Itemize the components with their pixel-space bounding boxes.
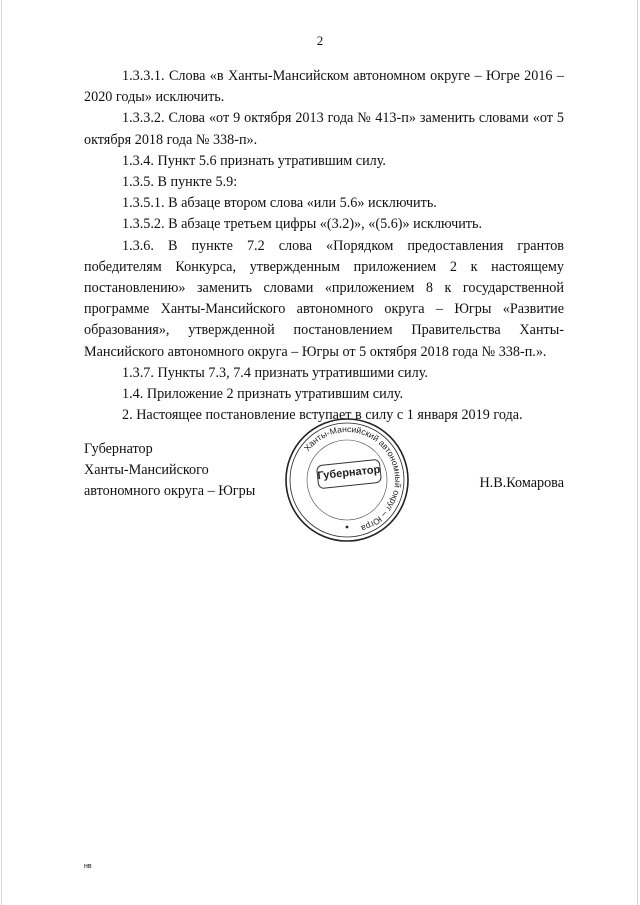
paragraph-1-3-7: 1.3.7. Пункты 7.3, 7.4 признать утратившими силу. [122,364,428,381]
paragraph-1-3-3-1: 1.3.3.1. Слова «в Ханты-Мансийском автономном округе – Югре 2016 – 2020 годы» исключить. [84,68,564,106]
scan-edge-left [1,0,2,905]
stamp-center-label: Губернатор [316,459,382,490]
signer-title-line-1: Губернатор [84,441,153,457]
signature-block [84,423,564,549]
paragraph-2: 2. Настоящее постановление вступает в силу с 1 января 2019 года. [122,407,523,424]
document-body [84,66,564,426]
footer-code: нв [84,863,92,870]
paragraph-1-3-4: 1.3.4. Пункт 5.6 признать утратившим силу. [122,152,386,169]
signer-title-line-3: автономного округа – Югры [84,483,256,500]
paragraph-1-3-3-2: 1.3.3.2. Слова «от 9 октября 2013 года № 413-п» заменить словами «от 5 октября 2018 года № 338-п». [84,110,564,148]
paragraph-1-4: 1.4. Приложение 2 признать утратившим силу. [122,386,403,403]
official-stamp [282,415,412,545]
signer-title [84,439,255,503]
stamp-ring-text: Ханты-Мансийский автономный округ – Югра [301,423,404,534]
signer-title-line-2: Ханты-Мансийского [84,462,209,479]
paragraph-1-3-5-2: 1.3.5.2. В абзаце третьем цифры «(3.2)», «(5.6)» исключить. [122,216,483,233]
page-number: 2 [316,33,324,48]
paragraph-1-3-6: 1.3.6. В пункте 7.2 слова «Порядком предоставления грантов победителям Конкурса, утвержденным приложением 2 к настоящему постановлению» заменить словами «приложением 8 к государственной программе Ханты-Мансийского автономного округа – Югры «Развитие образования», утвержденной постановлением Правительства Ханты-Мансийского автономного округа – Югры от 5 октября 2018 года № 338-п.». [84,237,564,360]
paragraph-1-3-5-1: 1.3.5.1. В абзаце втором слова «или 5.6» исключить. [122,195,437,212]
signer-name: Н.В.Комарова [479,475,564,491]
scan-edge-right [637,0,638,905]
paragraph-1-3-5: 1.3.5. В пункте 5.9: [122,174,238,191]
